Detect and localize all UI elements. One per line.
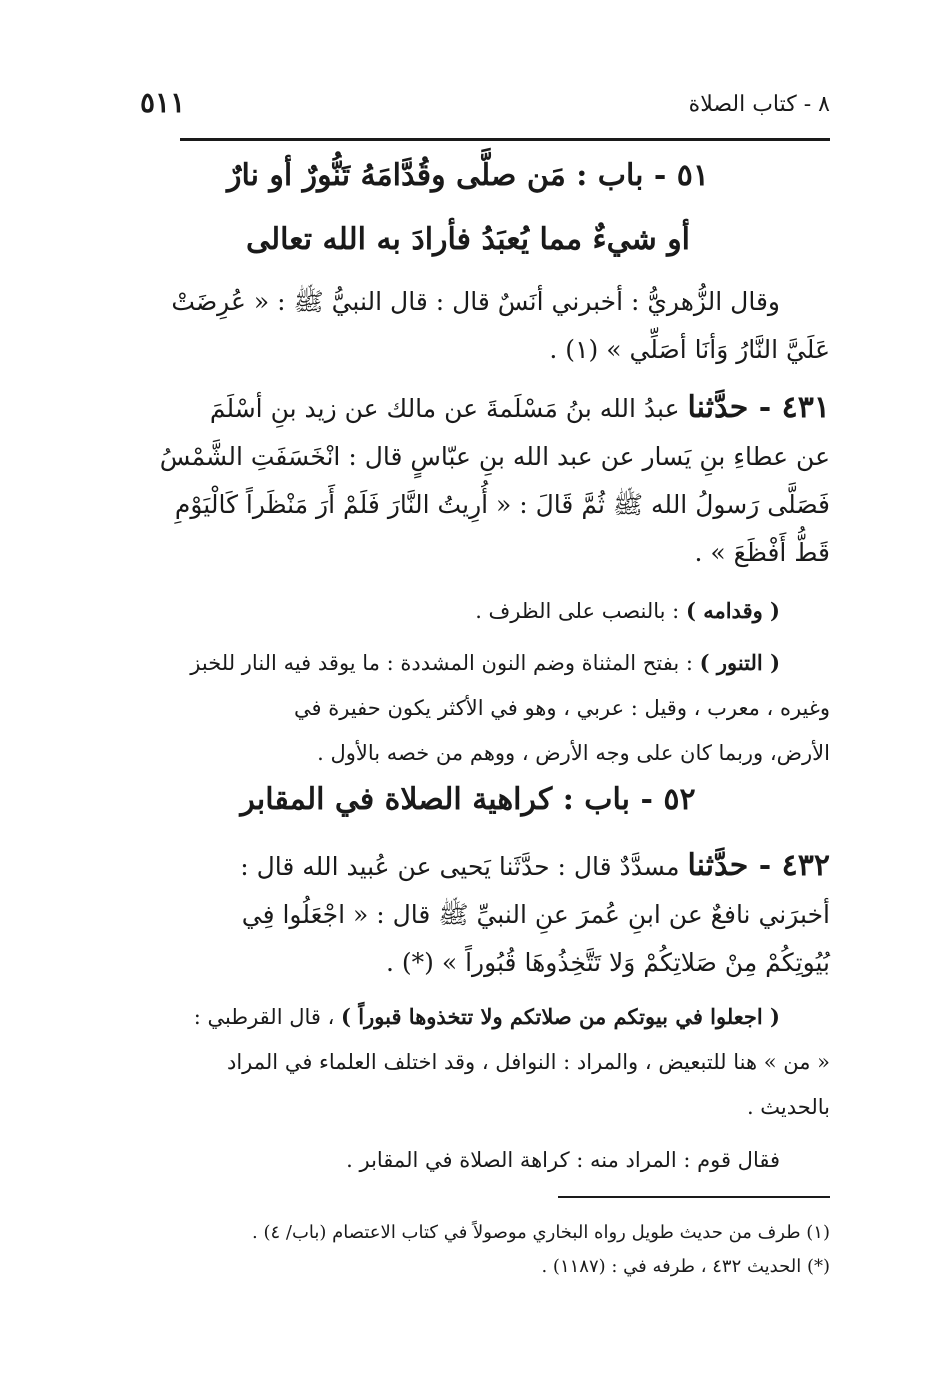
commentary-text: : بالنصب على الظرف . [475,599,680,623]
hadith-line [106,384,830,433]
hadith-432-number: ٤٣٢ - حدَّثنا [687,848,830,883]
hadith-line [106,842,830,891]
header-rule [180,138,830,141]
hadith-text: عبدُ الله بنُ مَسْلَمةَ عن مالك عن زيد بنِ أسْلَمَ [209,394,680,423]
chapter-title: ٨ - كتاب الصلاة [688,92,830,117]
hadith-line: عن عطاءِ بنِ يَسار عن عبد الله بنِ عبّاسٍ قال : انْخَسَفَتِ الشَّمْسُ [159,442,830,471]
commentary-text: ، قال القرطبي : [193,1005,335,1029]
footnote-1: (١) طرف من حديث طويل رواه البخاري موصولاً في كتاب الاعتصام (باب/ ٤) . [252,1222,830,1243]
hadith-line: قَطُّ أَفْظَعَ » . [694,538,830,567]
hadith-line: بُيُوتِكُمْ مِنْ صَلاتِكُمْ وَلا تَتَّخِذُوهَا قُبُوراً » (*) . [385,948,830,977]
chapter-51-heading-line-2: أو شيءٌ مما يُعبَدُ فأرادَ به الله تعالى [245,222,691,257]
running-header [140,86,830,126]
hadith-line: أخبرَني نافعٌ عن ابنِ عُمرَ عنِ النبيِّ ﷺ قال : « اجْعَلُوا فِي [241,900,830,929]
intro-line: عَلَيَّ النَّارُ وَأنَا أصَلِّي » (١) . [549,335,830,364]
hadith-431 [106,384,830,577]
commentary-line: « من » هنا للتبعيض ، والمراد : النوافل ، وقد اختلف العلماء في المراد [227,1050,830,1074]
commentary-line: بالحديث . [746,1095,830,1119]
commentary-text: : بفتح المثناة وضم النون المشددة : ما يوقد فيه النار للخبز [190,651,693,675]
commentary-term: ( التنور ) [699,650,780,675]
footnote-2: (*) الحديث ٤٣٢ ، طرفه في : (١١٨٧) . [541,1256,830,1277]
commentary-line [106,994,830,1040]
commentary-line [106,588,830,634]
commentary-line: وغيره ، معرب ، وقيل : عربي ، وهو في الأكثر يكون حفيرة في [294,696,830,720]
chapter-52-heading: ٥٢ - باب : كراهية الصلاة في المقابر [240,782,696,817]
commentary-qudamahu [106,588,830,634]
commentary-ijalu [106,994,830,1183]
intro-line: وقال الزُّهريُّ : أخبرني أنَسٌ قال : قال النبيُّ ﷺ : « عُرِضَتْ [171,287,780,316]
hadith-432 [106,842,830,987]
commentary-line: فقال قوم : المراد منه : كراهة الصلاة في المقابر . [346,1148,780,1172]
commentary-tannur [106,640,830,776]
hadith-line: فَصَلَّى رَسولُ الله ﷺ ثُمَّ قَالَ : « أُرِيتُ النَّارَ فَلَمْ أَرَ مَنْظَراً كَالْيَوْمِ [174,490,830,519]
chapter-51-intro [106,278,830,374]
footnotes [106,1216,830,1284]
commentary-line: الأرض، وربما كان على وجه الأرض ، ووهم من خصه بالأول . [317,741,830,765]
commentary-term: ( اجعلوا في بيوتكم من صلاتكم ولا تتخذوها قبوراً ) [341,1004,780,1029]
commentary-term: ( وقدامه ) [685,598,780,623]
hadith-431-number: ٤٣١ - حدَّثنا [687,390,830,425]
chapter-51-heading-line-1: ٥١ - باب : مَن صلَّى وقُدَّامَهُ تَنُّورٌ أو نارٌ [226,158,710,193]
page-number: ٥١١ [140,86,186,119]
footnote-rule [558,1196,830,1198]
commentary-line [106,640,830,686]
hadith-text: مسدَّدٌ قال : حدَّثَنا يَحيى عن عُبيد الله قال : [240,852,680,881]
